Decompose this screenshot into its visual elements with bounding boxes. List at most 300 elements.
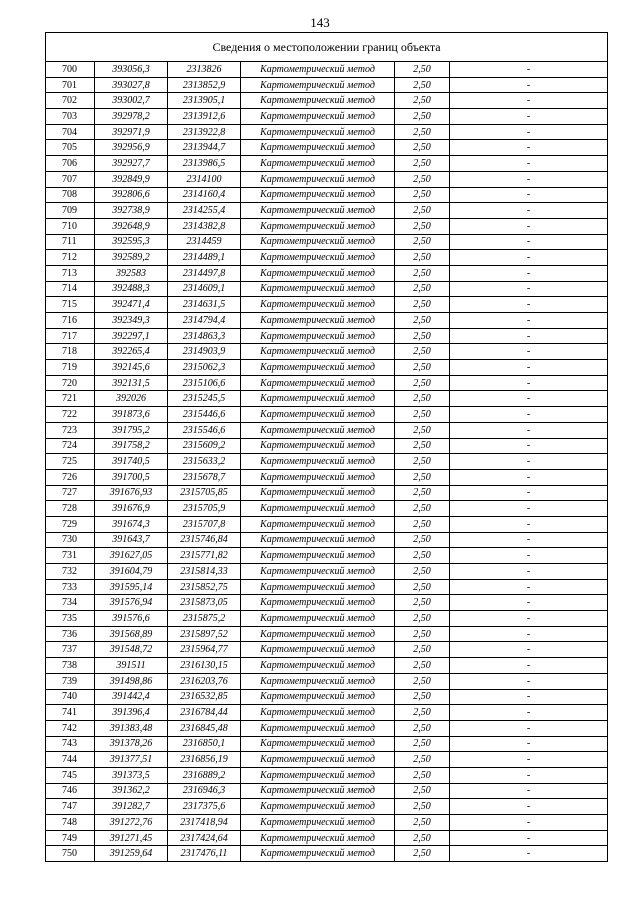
description-cell: - — [450, 218, 608, 234]
accuracy-cell: 2,50 — [395, 658, 450, 674]
description-cell: - — [450, 548, 608, 564]
x-coordinate-cell: 392648,9 — [95, 218, 168, 234]
description-cell: - — [450, 203, 608, 219]
y-coordinate-cell: 2315678,7 — [168, 469, 241, 485]
point-number-cell: 715 — [46, 297, 95, 313]
x-coordinate-cell: 391627,05 — [95, 548, 168, 564]
y-coordinate-cell: 2313944,7 — [168, 140, 241, 156]
description-cell: - — [450, 783, 608, 799]
x-coordinate-cell: 391272,76 — [95, 815, 168, 831]
point-number-cell: 703 — [46, 109, 95, 125]
method-cell: Картометрический метод — [241, 375, 395, 391]
point-number-cell: 749 — [46, 830, 95, 846]
point-number-cell: 701 — [46, 77, 95, 93]
point-number-cell: 727 — [46, 485, 95, 501]
y-coordinate-cell: 2315062,3 — [168, 360, 241, 376]
method-cell: Картометрический метод — [241, 203, 395, 219]
point-number-cell: 736 — [46, 626, 95, 642]
accuracy-cell: 2,50 — [395, 799, 450, 815]
table-row — [46, 830, 608, 846]
boundary-coordinates-table — [45, 32, 608, 862]
method-cell: Картометрический метод — [241, 595, 395, 611]
method-cell: Картометрический метод — [241, 77, 395, 93]
accuracy-cell: 2,50 — [395, 407, 450, 423]
point-number-cell: 717 — [46, 328, 95, 344]
y-coordinate-cell: 2315897,52 — [168, 626, 241, 642]
accuracy-cell: 2,50 — [395, 595, 450, 611]
accuracy-cell: 2,50 — [395, 203, 450, 219]
x-coordinate-cell: 392488,3 — [95, 281, 168, 297]
description-cell: - — [450, 234, 608, 250]
table-row — [46, 705, 608, 721]
accuracy-cell: 2,50 — [395, 265, 450, 281]
accuracy-cell: 2,50 — [395, 422, 450, 438]
y-coordinate-cell: 2315875,2 — [168, 611, 241, 627]
table-row — [46, 642, 608, 658]
method-cell: Картометрический метод — [241, 815, 395, 831]
point-number-cell: 702 — [46, 93, 95, 109]
description-cell: - — [450, 736, 608, 752]
x-coordinate-cell: 392956,9 — [95, 140, 168, 156]
table-row — [46, 767, 608, 783]
description-cell: - — [450, 846, 608, 862]
y-coordinate-cell: 2314100 — [168, 171, 241, 187]
table-row — [46, 375, 608, 391]
accuracy-cell: 2,50 — [395, 250, 450, 266]
accuracy-cell: 2,50 — [395, 171, 450, 187]
accuracy-cell: 2,50 — [395, 281, 450, 297]
table-row — [46, 234, 608, 250]
x-coordinate-cell: 391873,6 — [95, 407, 168, 423]
y-coordinate-cell: 2316850,1 — [168, 736, 241, 752]
point-number-cell: 712 — [46, 250, 95, 266]
point-number-cell: 742 — [46, 720, 95, 736]
table-row — [46, 736, 608, 752]
y-coordinate-cell: 2315705,85 — [168, 485, 241, 501]
table-row — [46, 422, 608, 438]
table-row — [46, 689, 608, 705]
description-cell: - — [450, 673, 608, 689]
table-row — [46, 77, 608, 93]
table-row — [46, 846, 608, 862]
point-number-cell: 747 — [46, 799, 95, 815]
table-row — [46, 203, 608, 219]
y-coordinate-cell: 2316784,44 — [168, 705, 241, 721]
x-coordinate-cell: 392471,4 — [95, 297, 168, 313]
point-number-cell: 735 — [46, 611, 95, 627]
accuracy-cell: 2,50 — [395, 485, 450, 501]
method-cell: Картометрический метод — [241, 846, 395, 862]
x-coordinate-cell: 391576,94 — [95, 595, 168, 611]
method-cell: Картометрический метод — [241, 611, 395, 627]
point-number-cell: 746 — [46, 783, 95, 799]
accuracy-cell: 2,50 — [395, 564, 450, 580]
method-cell: Картометрический метод — [241, 438, 395, 454]
point-number-cell: 723 — [46, 422, 95, 438]
x-coordinate-cell: 391511 — [95, 658, 168, 674]
x-coordinate-cell: 392738,9 — [95, 203, 168, 219]
x-coordinate-cell: 391676,93 — [95, 485, 168, 501]
table-row — [46, 218, 608, 234]
accuracy-cell: 2,50 — [395, 767, 450, 783]
table-row — [46, 783, 608, 799]
method-cell: Картометрический метод — [241, 93, 395, 109]
point-number-cell: 722 — [46, 407, 95, 423]
table-row — [46, 485, 608, 501]
point-number-cell: 706 — [46, 156, 95, 172]
x-coordinate-cell: 392595,3 — [95, 234, 168, 250]
table-row — [46, 532, 608, 548]
point-number-cell: 748 — [46, 815, 95, 831]
description-cell: - — [450, 469, 608, 485]
accuracy-cell: 2,50 — [395, 720, 450, 736]
method-cell: Картометрический метод — [241, 328, 395, 344]
x-coordinate-cell: 393002,7 — [95, 93, 168, 109]
method-cell: Картометрический метод — [241, 752, 395, 768]
y-coordinate-cell: 2315771,82 — [168, 548, 241, 564]
y-coordinate-cell: 2315546,6 — [168, 422, 241, 438]
description-cell: - — [450, 815, 608, 831]
point-number-cell: 710 — [46, 218, 95, 234]
accuracy-cell: 2,50 — [395, 375, 450, 391]
accuracy-cell: 2,50 — [395, 532, 450, 548]
method-cell: Картометрический метод — [241, 234, 395, 250]
description-cell: - — [450, 485, 608, 501]
method-cell: Картометрический метод — [241, 579, 395, 595]
y-coordinate-cell: 2314794,4 — [168, 313, 241, 329]
point-number-cell: 719 — [46, 360, 95, 376]
y-coordinate-cell: 2316856,19 — [168, 752, 241, 768]
table-row — [46, 281, 608, 297]
table-row — [46, 579, 608, 595]
x-coordinate-cell: 391595,14 — [95, 579, 168, 595]
description-cell: - — [450, 438, 608, 454]
x-coordinate-cell: 391676,9 — [95, 501, 168, 517]
table-row — [46, 109, 608, 125]
method-cell: Картометрический метод — [241, 140, 395, 156]
table-row — [46, 93, 608, 109]
accuracy-cell: 2,50 — [395, 313, 450, 329]
x-coordinate-cell: 391548,72 — [95, 642, 168, 658]
description-cell: - — [450, 313, 608, 329]
point-number-cell: 716 — [46, 313, 95, 329]
table-row — [46, 626, 608, 642]
method-cell: Картометрический метод — [241, 297, 395, 313]
y-coordinate-cell: 2315746,84 — [168, 532, 241, 548]
accuracy-cell: 2,50 — [395, 501, 450, 517]
description-cell: - — [450, 407, 608, 423]
point-number-cell: 740 — [46, 689, 95, 705]
table-row — [46, 391, 608, 407]
point-number-cell: 734 — [46, 595, 95, 611]
table-row — [46, 799, 608, 815]
point-number-cell: 730 — [46, 532, 95, 548]
method-cell: Картометрический метод — [241, 218, 395, 234]
method-cell: Картометрический метод — [241, 783, 395, 799]
table-row — [46, 469, 608, 485]
x-coordinate-cell: 391643,7 — [95, 532, 168, 548]
x-coordinate-cell: 392927,7 — [95, 156, 168, 172]
method-cell: Картометрический метод — [241, 501, 395, 517]
x-coordinate-cell: 392131,5 — [95, 375, 168, 391]
point-number-cell: 714 — [46, 281, 95, 297]
description-cell: - — [450, 391, 608, 407]
point-number-cell: 708 — [46, 187, 95, 203]
table-row — [46, 297, 608, 313]
method-cell: Картометрический метод — [241, 516, 395, 532]
point-number-cell: 721 — [46, 391, 95, 407]
table-row — [46, 265, 608, 281]
accuracy-cell: 2,50 — [395, 156, 450, 172]
accuracy-cell: 2,50 — [395, 626, 450, 642]
method-cell: Картометрический метод — [241, 265, 395, 281]
table-row — [46, 501, 608, 517]
point-number-cell: 711 — [46, 234, 95, 250]
table-row — [46, 548, 608, 564]
y-coordinate-cell: 2315873,05 — [168, 595, 241, 611]
x-coordinate-cell: 391795,2 — [95, 422, 168, 438]
method-cell: Картометрический метод — [241, 469, 395, 485]
y-coordinate-cell: 2313912,6 — [168, 109, 241, 125]
accuracy-cell: 2,50 — [395, 689, 450, 705]
accuracy-cell: 2,50 — [395, 752, 450, 768]
table-row — [46, 752, 608, 768]
method-cell: Картометрический метод — [241, 187, 395, 203]
y-coordinate-cell: 2315106,6 — [168, 375, 241, 391]
x-coordinate-cell: 391740,5 — [95, 454, 168, 470]
x-coordinate-cell: 392145,6 — [95, 360, 168, 376]
x-coordinate-cell: 391383,48 — [95, 720, 168, 736]
x-coordinate-cell: 392297,1 — [95, 328, 168, 344]
point-number-cell: 713 — [46, 265, 95, 281]
accuracy-cell: 2,50 — [395, 124, 450, 140]
description-cell: - — [450, 109, 608, 125]
accuracy-cell: 2,50 — [395, 109, 450, 125]
method-cell: Картометрический метод — [241, 689, 395, 705]
method-cell: Картометрический метод — [241, 485, 395, 501]
table-row — [46, 438, 608, 454]
accuracy-cell: 2,50 — [395, 830, 450, 846]
description-cell: - — [450, 171, 608, 187]
accuracy-cell: 2,50 — [395, 469, 450, 485]
accuracy-cell: 2,50 — [395, 548, 450, 564]
y-coordinate-cell: 2315609,2 — [168, 438, 241, 454]
y-coordinate-cell: 2314489,1 — [168, 250, 241, 266]
point-number-cell: 704 — [46, 124, 95, 140]
description-cell: - — [450, 611, 608, 627]
accuracy-cell: 2,50 — [395, 297, 450, 313]
accuracy-cell: 2,50 — [395, 77, 450, 93]
y-coordinate-cell: 2313986,5 — [168, 156, 241, 172]
y-coordinate-cell: 2315964,77 — [168, 642, 241, 658]
x-coordinate-cell: 392589,2 — [95, 250, 168, 266]
point-number-cell: 737 — [46, 642, 95, 658]
method-cell: Картометрический метод — [241, 736, 395, 752]
accuracy-cell: 2,50 — [395, 218, 450, 234]
accuracy-cell: 2,50 — [395, 438, 450, 454]
description-cell: - — [450, 328, 608, 344]
table-row — [46, 815, 608, 831]
table-row — [46, 454, 608, 470]
y-coordinate-cell: 2314631,5 — [168, 297, 241, 313]
description-cell: - — [450, 501, 608, 517]
page-number: 143 — [310, 15, 330, 30]
y-coordinate-cell: 2315814,33 — [168, 564, 241, 580]
y-coordinate-cell: 2314863,3 — [168, 328, 241, 344]
x-coordinate-cell: 391604,79 — [95, 564, 168, 580]
method-cell: Картометрический метод — [241, 564, 395, 580]
method-cell: Картометрический метод — [241, 454, 395, 470]
x-coordinate-cell: 392349,3 — [95, 313, 168, 329]
description-cell: - — [450, 532, 608, 548]
accuracy-cell: 2,50 — [395, 846, 450, 862]
x-coordinate-cell: 391377,51 — [95, 752, 168, 768]
description-cell: - — [450, 830, 608, 846]
description-cell: - — [450, 626, 608, 642]
y-coordinate-cell: 2315705,9 — [168, 501, 241, 517]
accuracy-cell: 2,50 — [395, 815, 450, 831]
x-coordinate-cell: 391396,4 — [95, 705, 168, 721]
description-cell: - — [450, 156, 608, 172]
x-coordinate-cell: 393056,3 — [95, 62, 168, 78]
description-cell: - — [450, 454, 608, 470]
table-row — [46, 313, 608, 329]
y-coordinate-cell: 2313922,8 — [168, 124, 241, 140]
point-number-cell: 732 — [46, 564, 95, 580]
description-cell: - — [450, 375, 608, 391]
x-coordinate-cell: 391271,45 — [95, 830, 168, 846]
method-cell: Картометрический метод — [241, 124, 395, 140]
description-cell: - — [450, 93, 608, 109]
x-coordinate-cell: 391700,5 — [95, 469, 168, 485]
y-coordinate-cell: 2315245,5 — [168, 391, 241, 407]
y-coordinate-cell: 2317424,64 — [168, 830, 241, 846]
description-cell: - — [450, 422, 608, 438]
method-cell: Картометрический метод — [241, 705, 395, 721]
x-coordinate-cell: 391362,2 — [95, 783, 168, 799]
table-row — [46, 564, 608, 580]
accuracy-cell: 2,50 — [395, 234, 450, 250]
table-row — [46, 673, 608, 689]
description-cell: - — [450, 297, 608, 313]
y-coordinate-cell: 2314609,1 — [168, 281, 241, 297]
x-coordinate-cell: 391259,64 — [95, 846, 168, 862]
point-number-cell: 709 — [46, 203, 95, 219]
table-row — [46, 187, 608, 203]
description-cell: - — [450, 140, 608, 156]
method-cell: Картометрический метод — [241, 156, 395, 172]
table-row — [46, 720, 608, 736]
accuracy-cell: 2,50 — [395, 140, 450, 156]
method-cell: Картометрический метод — [241, 360, 395, 376]
y-coordinate-cell: 2315446,6 — [168, 407, 241, 423]
accuracy-cell: 2,50 — [395, 360, 450, 376]
x-coordinate-cell: 391576,6 — [95, 611, 168, 627]
method-cell: Картометрический метод — [241, 391, 395, 407]
description-cell: - — [450, 705, 608, 721]
x-coordinate-cell: 391282,7 — [95, 799, 168, 815]
method-cell: Картометрический метод — [241, 407, 395, 423]
point-number-cell: 724 — [46, 438, 95, 454]
accuracy-cell: 2,50 — [395, 705, 450, 721]
point-number-cell: 728 — [46, 501, 95, 517]
accuracy-cell: 2,50 — [395, 611, 450, 627]
point-number-cell: 733 — [46, 579, 95, 595]
method-cell: Картометрический метод — [241, 548, 395, 564]
description-cell: - — [450, 360, 608, 376]
table-row — [46, 344, 608, 360]
table-row — [46, 595, 608, 611]
point-number-cell: 745 — [46, 767, 95, 783]
point-number-cell: 731 — [46, 548, 95, 564]
point-number-cell: 705 — [46, 140, 95, 156]
section-title: Сведения о местоположении границ объекта — [46, 33, 608, 62]
y-coordinate-cell: 2316532,85 — [168, 689, 241, 705]
point-number-cell: 725 — [46, 454, 95, 470]
x-coordinate-cell: 391373,5 — [95, 767, 168, 783]
method-cell: Картометрический метод — [241, 720, 395, 736]
y-coordinate-cell: 2317476,11 — [168, 846, 241, 862]
description-cell: - — [450, 77, 608, 93]
y-coordinate-cell: 2316203,76 — [168, 673, 241, 689]
x-coordinate-cell: 392026 — [95, 391, 168, 407]
table-row — [46, 156, 608, 172]
description-cell: - — [450, 265, 608, 281]
method-cell: Картометрический метод — [241, 313, 395, 329]
table-row — [46, 516, 608, 532]
y-coordinate-cell: 2316889,2 — [168, 767, 241, 783]
table-row — [46, 658, 608, 674]
method-cell: Картометрический метод — [241, 344, 395, 360]
table-row — [46, 124, 608, 140]
y-coordinate-cell: 2314903,9 — [168, 344, 241, 360]
description-cell: - — [450, 579, 608, 595]
description-cell: - — [450, 516, 608, 532]
description-cell: - — [450, 642, 608, 658]
method-cell: Картометрический метод — [241, 658, 395, 674]
x-coordinate-cell: 392971,9 — [95, 124, 168, 140]
accuracy-cell: 2,50 — [395, 93, 450, 109]
method-cell: Картометрический метод — [241, 767, 395, 783]
point-number-cell: 744 — [46, 752, 95, 768]
accuracy-cell: 2,50 — [395, 344, 450, 360]
x-coordinate-cell: 391758,2 — [95, 438, 168, 454]
x-coordinate-cell: 393027,8 — [95, 77, 168, 93]
point-number-cell: 738 — [46, 658, 95, 674]
x-coordinate-cell: 392265,4 — [95, 344, 168, 360]
table-row — [46, 407, 608, 423]
method-cell: Картометрический метод — [241, 422, 395, 438]
accuracy-cell: 2,50 — [395, 62, 450, 78]
point-number-cell: 729 — [46, 516, 95, 532]
description-cell: - — [450, 124, 608, 140]
method-cell: Картометрический метод — [241, 250, 395, 266]
table-row — [46, 328, 608, 344]
accuracy-cell: 2,50 — [395, 187, 450, 203]
description-cell: - — [450, 281, 608, 297]
accuracy-cell: 2,50 — [395, 579, 450, 595]
table-row — [46, 171, 608, 187]
y-coordinate-cell: 2316946,3 — [168, 783, 241, 799]
y-coordinate-cell: 2317375,6 — [168, 799, 241, 815]
y-coordinate-cell: 2314160,4 — [168, 187, 241, 203]
y-coordinate-cell: 2313905,1 — [168, 93, 241, 109]
description-cell: - — [450, 799, 608, 815]
description-cell: - — [450, 658, 608, 674]
description-cell: - — [450, 720, 608, 736]
y-coordinate-cell: 2313852,9 — [168, 77, 241, 93]
point-number-cell: 707 — [46, 171, 95, 187]
